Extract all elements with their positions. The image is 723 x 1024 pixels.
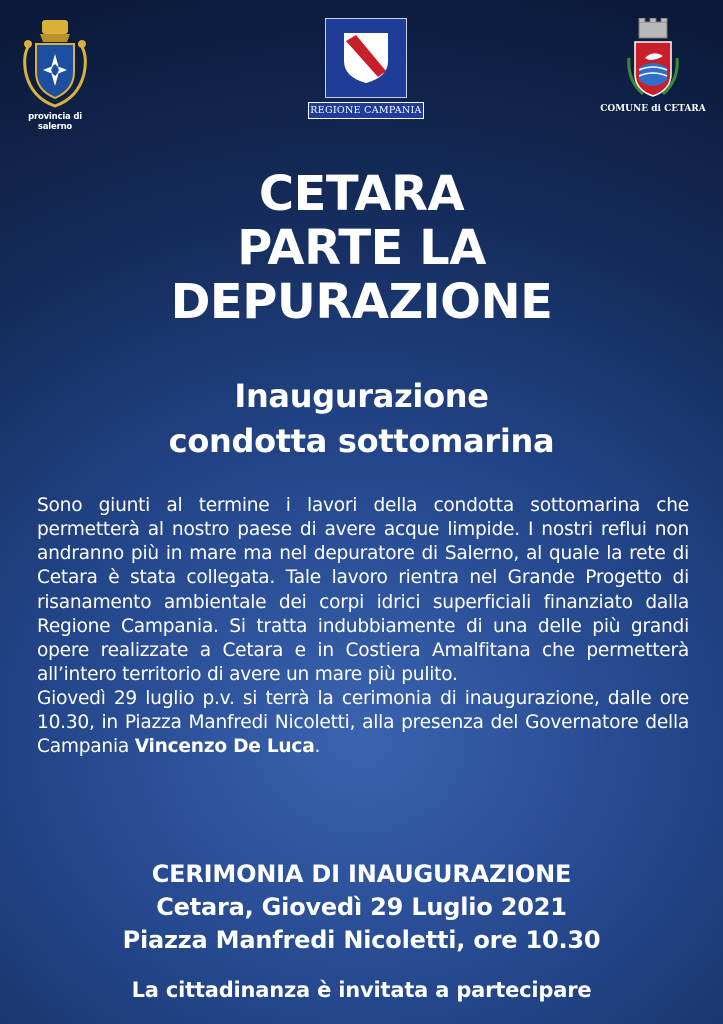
subtitle-line-1: Inaugurazione [234, 377, 489, 415]
announcement-body [37, 494, 689, 759]
body-paragraph-2 [37, 687, 689, 759]
regione-shield-icon [342, 31, 390, 85]
title-line-2: PARTE LA [237, 219, 486, 276]
invitation-line: La cittadinanza è invitata a partecipare [131, 978, 592, 1002]
regione-flag [325, 18, 407, 98]
ceremony-location: Piazza Manfredi Nicoletti, ore 10.30 [122, 926, 601, 955]
body-paragraph-1: Sono giunti al termine i lavori della condotta sottomarina che permetterà al nostro paese di avere acque limpide. I nostri reflui non andranno più in mare ma nel depuratore di Salerno, al quale la rete di Cetara è stata collegata. Tale lavoro rientra nel Grande Progetto di risanamento ambientale dei corpi idrici superficiali finanziato dalla Regione Campania. Si tratta indubbiamente di una delle più grandi opere realizzate a Cetara e in Costiera Amalfitana che permetterà all’intero territorio di avere un mare più pulito. [37, 495, 689, 685]
comune-cetara-logo [598, 18, 708, 114]
body-paragraph-2-text: Giovedì 29 luglio p.v. si terrà la cerimonia di inaugurazione, dalle ore 10.30, in Piazza Manfredi Nicoletti, alla presenza del Governatore della Campania [37, 688, 689, 758]
provincia-caption: provincia di salerno [28, 112, 82, 132]
provincia-coat-of-arms-icon [20, 14, 90, 110]
ceremony-details [0, 858, 723, 957]
ceremony-date: Cetara, Giovedì 29 Luglio 2021 [156, 893, 567, 922]
ceremony-heading: CERIMONIA DI INAUGURAZIONE [151, 860, 572, 888]
body-end-punct: . [314, 736, 321, 758]
comune-coat-of-arms-icon [625, 18, 681, 102]
subtitle-line-2: condotta sottomarina [168, 421, 555, 460]
page-subtitle [0, 374, 723, 464]
comune-caption: COMUNE di CETARA [600, 104, 706, 114]
regione-caption: REGIONE CAMPANIA [308, 102, 424, 119]
title-line-1: CETARA [258, 166, 465, 222]
governor-name: Vincenzo De Luca [134, 736, 315, 758]
page-title [0, 168, 723, 329]
title-line-3: DEPURAZIONE [170, 273, 553, 330]
provincia-salerno-logo [16, 14, 94, 132]
regione-campania-logo [308, 18, 424, 119]
